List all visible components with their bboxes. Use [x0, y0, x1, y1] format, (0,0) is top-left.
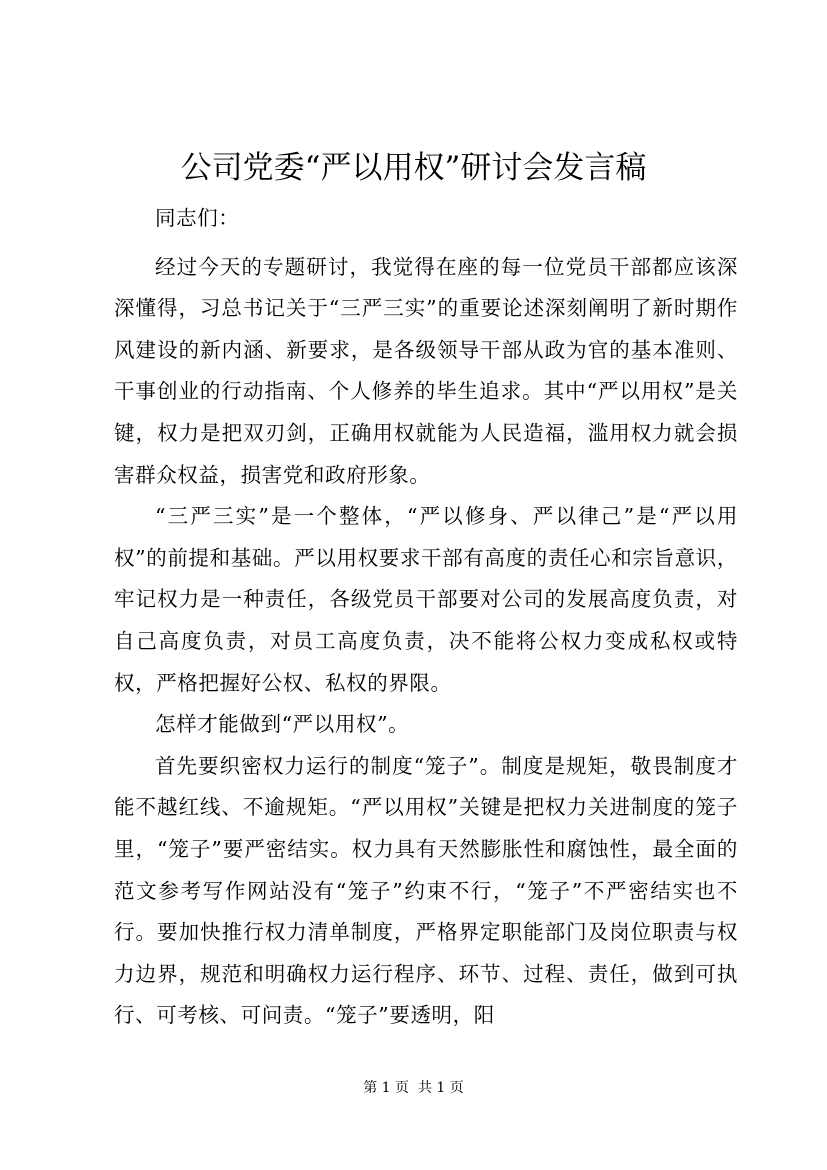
paragraph-4: 首先要织密权力运行的制度“笼子”。制度是规矩，敬畏制度才能不越红线、不逾规矩。“严以用权”关键是把权力关进制度的笼子里，“笼子”要严密结实。权力具有天然膨胀性和腐蚀性，最全面的范文参考写作网站没有“笼子”约束不行，“笼子”不严密结实也不行。要加快推行权力清单制度，严格界定职能部门及岗位职责与权力边界，规范和明确权力运行程序、环节、过程、责任，做到可执行、可考核、可问责。“笼子”要透明，阳: [114, 753, 738, 1028]
paragraph-3: 怎样才能做到“严以用权”。: [155, 712, 410, 737]
document-body: [114, 198, 738, 1037]
document-title: 公司党委“严以用权”研讨会发言稿: [180, 150, 647, 186]
paragraph-2: “三严三实”是一个整体，“严以修身、严以律己”是“严以用权”的前提和基础。严以用权要求干部有高度的责任心和宗旨意识，牢记权力是一种责任，各级党员干部要对公司的发展高度负责，对自己高度负责，对员工高度负责，决不能将公权力变成私权或特权，严格把握好公权、私权的界限。: [114, 504, 738, 695]
salutation: 同志们：: [155, 206, 240, 230]
page-footer: [0, 1078, 827, 1098]
paragraph-1: 经过今天的专题研讨，我觉得在座的每一位党员干部都应该深深懂得，习总书记关于“三严三实”的重要论述深刻阐明了新时期作风建设的新内涵、新要求，是各级领导干部从政为官的基本准则、干事创业的行动指南、个人修养的毕生追求。其中“严以用权”是关键，权力是把双刃剑，正确用权就能为人民造福，滥用权力就会损害群众权益，损害党和政府形象。: [114, 254, 738, 487]
page-number-label: 第 1 页 共 1 页: [363, 1080, 464, 1096]
